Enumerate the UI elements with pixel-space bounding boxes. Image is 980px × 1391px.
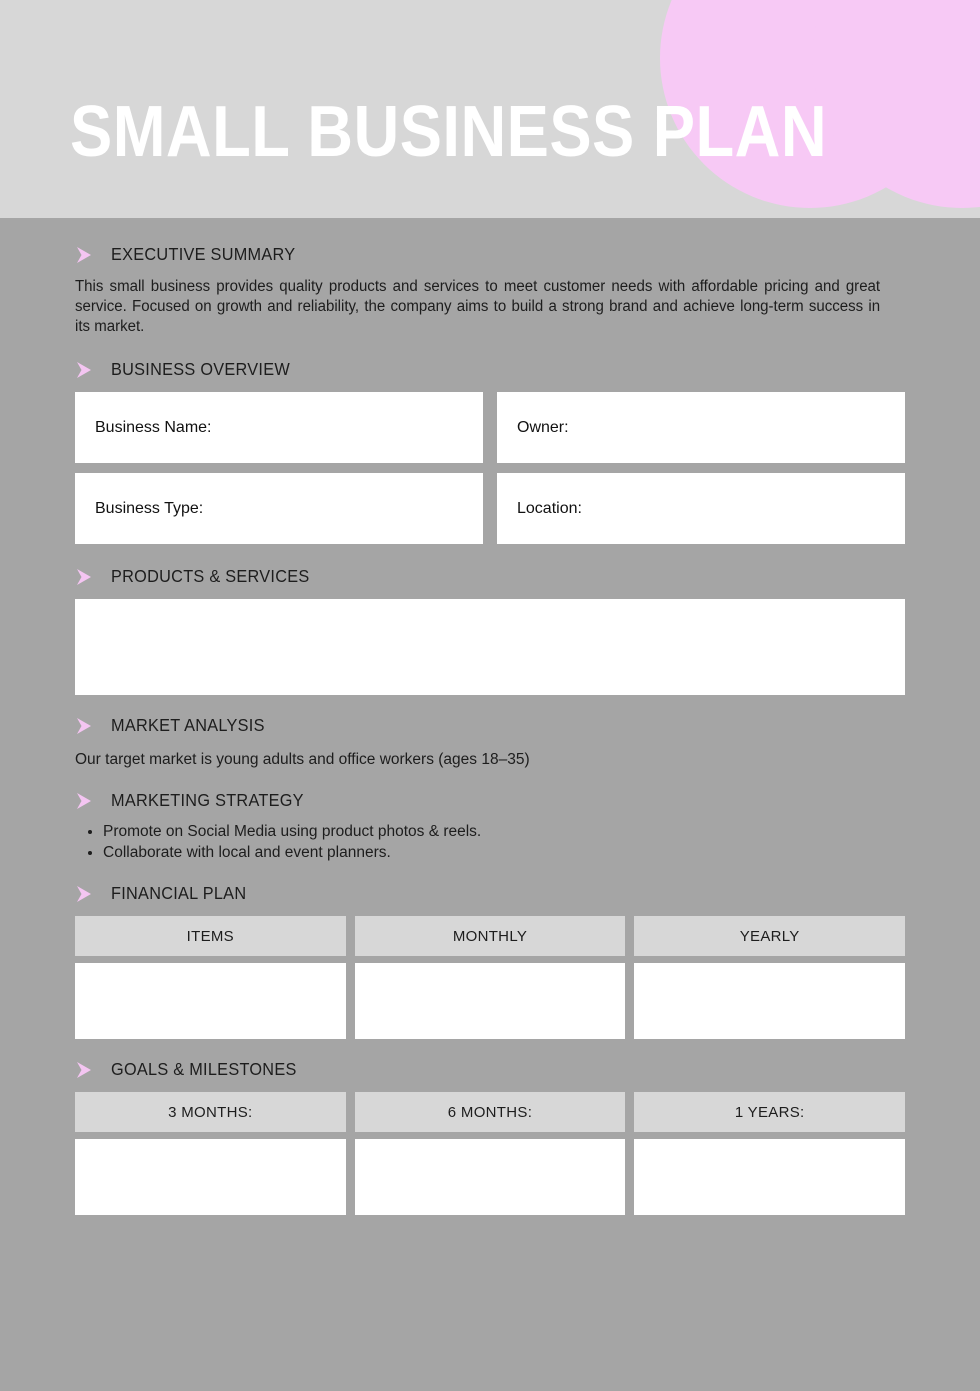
field-location[interactable]: Location: [497, 473, 905, 544]
products-services-entry-box[interactable] [75, 599, 905, 695]
column-header-6-months: 6 MONTHS: [355, 1092, 626, 1132]
field-business-type[interactable]: Business Type: [75, 473, 483, 544]
section-header-business-overview [75, 359, 905, 380]
table-row [75, 963, 905, 1039]
section-title-executive-summary: EXECUTIVE SUMMARY [111, 244, 296, 264]
section-title-financial-plan: FINANCIAL PLAN [111, 883, 247, 903]
section-title-market-analysis: MARKET ANALYSIS [111, 715, 265, 735]
section-title-products-services: PRODUCTS & SERVICES [111, 566, 310, 586]
column-header-items: ITEMS [75, 916, 346, 956]
column-header-3-months: 3 MONTHS: [75, 1092, 346, 1132]
list-item: • Collaborate with local and event planners. [103, 842, 905, 863]
document-body [0, 244, 980, 1215]
column-header-monthly: MONTHLY [355, 916, 626, 956]
cell-1-years[interactable] [634, 1139, 905, 1215]
field-owner[interactable]: Owner: [497, 392, 905, 463]
section-header-market-analysis [75, 715, 905, 736]
goals-milestones-table [75, 1092, 905, 1215]
table-header-row [75, 1092, 905, 1132]
section-executive-summary [75, 244, 905, 337]
cell-3-months[interactable] [75, 1139, 346, 1215]
chevron-right-arrow-icon [75, 361, 101, 379]
executive-summary-paragraph: This small business provides quality products and services to meet customer needs with affordable pricing and great service. Focused on growth and reliability, the company aims to build a strong brand and achieve long-term success in its market. [75, 278, 881, 335]
cell-6-months[interactable] [355, 1139, 626, 1215]
cell-yearly[interactable] [634, 963, 905, 1039]
column-header-yearly: YEARLY [634, 916, 905, 956]
section-header-marketing-strategy [75, 790, 905, 811]
chevron-right-arrow-icon [75, 792, 101, 810]
page-title: SMALL BUSINESS PLAN [70, 92, 828, 172]
cell-monthly[interactable] [355, 963, 626, 1039]
financial-plan-table [75, 916, 905, 1039]
marketing-strategy-list [75, 821, 905, 863]
section-header-executive-summary [75, 244, 905, 265]
chevron-right-arrow-icon [75, 246, 101, 264]
table-row [75, 1139, 905, 1215]
section-title-marketing-strategy: MARKETING STRATEGY [111, 790, 304, 810]
market-analysis-text: Our target market is young adults and office workers (ages 18–35) [75, 751, 530, 768]
list-item: • Promote on Social Media using product photos & reels. [103, 821, 905, 842]
section-header-products-services [75, 566, 905, 587]
section-business-overview [75, 359, 905, 544]
cell-items[interactable] [75, 963, 346, 1039]
section-products-services [75, 566, 905, 695]
chevron-right-arrow-icon [75, 1061, 101, 1079]
business-overview-fields [75, 392, 905, 544]
section-goals-milestones [75, 1059, 905, 1215]
chevron-right-arrow-icon [75, 568, 101, 586]
chevron-right-arrow-icon [75, 885, 101, 903]
column-header-1-years: 1 YEARS: [634, 1092, 905, 1132]
section-title-goals-milestones: GOALS & MILESTONES [111, 1059, 297, 1079]
section-header-goals-milestones [75, 1059, 905, 1080]
section-marketing-strategy [75, 790, 905, 863]
section-financial-plan [75, 883, 905, 1039]
section-title-business-overview: BUSINESS OVERVIEW [111, 359, 290, 379]
field-business-name[interactable]: Business Name: [75, 392, 483, 463]
chevron-right-arrow-icon [75, 717, 101, 735]
document-header [0, 0, 980, 218]
section-header-financial-plan [75, 883, 905, 904]
table-header-row [75, 916, 905, 956]
section-market-analysis [75, 715, 905, 770]
